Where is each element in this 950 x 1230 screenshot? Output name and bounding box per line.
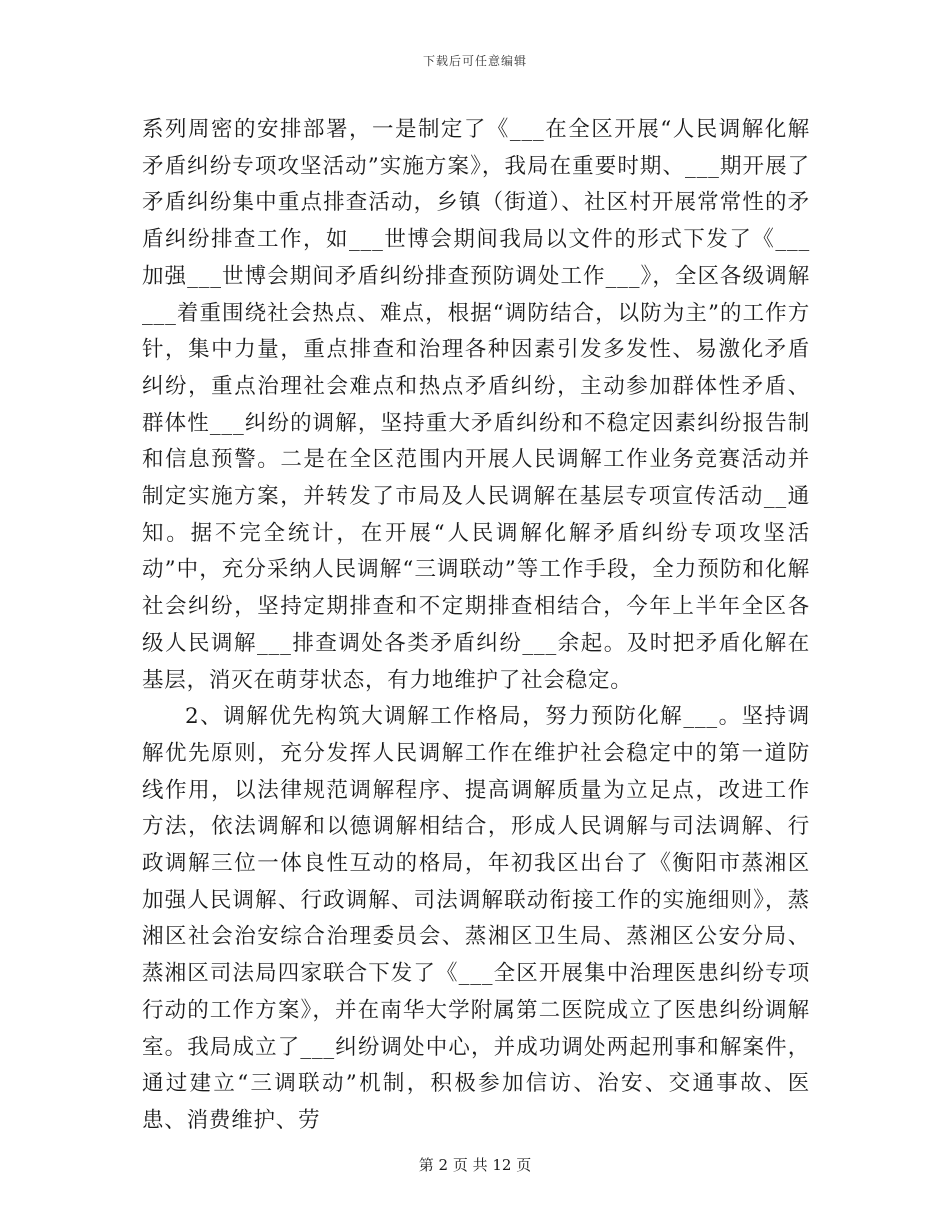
page-header: 下载后可任意编辑 — [422, 54, 527, 68]
page-number-footer: 第 2 页 共 12 页 — [418, 1156, 532, 1174]
body-paragraph-1: 系列周密的安排部署，一是制定了《___在全区开展“人民调解化解矛盾纠纷专项攻坚活动”实施方案》，我局在重要时期、___期开展了矛盾纠纷集中重点排查活动，乡镇（街道）、社区村开展常常性的矛盾纠纷排查工作，如___世博会期间我局以文件的形式下发了《___加强___世博会期间矛盾纠纷排查预防调处工作___》，全区各级调解___着重围绕社会热点、难点，根据“调防结合，以防为主”的工作方针，集中力量，重点排查和治理各种因素引发多发性、易激化矛盾纠纷，重点治理社会难点和热点矛盾纠纷，主动参加群体性矛盾、群体性___纠纷的调解，坚持重大矛盾纠纷和不稳定因素纠纷报告制和信息预警。二是在全区范围内开展人民调解工作业务竞赛活动并制定实施方案，并转发了市局及人民调解在基层专项宣传活动__通知。据不完全统计，在开展“人民调解化解矛盾纠纷专项攻坚活动”中，充分采纳人民调解“三调联动”等工作手段，全力预防和化解社会纠纷，坚持定期排查和不定期排查相结合，今年上半年全区各级人民调解___排查调处各类矛盾纠纷___余起。及时把矛盾化解在基层，消灭在萌芽状态，有力地维护了社会稳定。 — [142, 117, 810, 693]
document-body — [142, 112, 810, 1140]
body-paragraph-2: 2、调解优先构筑大调解工作格局，努力预防化解___。坚持调解优先原则，充分发挥人民调解工作在维护社会稳定中的第一道防线作用，以法律规范调解程序、提高调解质量为立足点，改进工作方法，依法调解和以德调解相结合，形成人民调解与司法调解、行政调解三位一体良性互动的格局，年初我区出台了《衡阳市蒸湘区加强人民调解、行政调解、司法调解联动衔接工作的实施细则》，蒸湘区社会治安综合治理委员会、蒸湘区卫生局、蒸湘区公安分局、蒸湘区司法局四家联合下发了《___全区开展集中治理医患纠纷专项行动的工作方案》，并在南华大学附属第二医院成立了医患纠纷调解室。我局成立了___纠纷调处中心，并成功调处两起刑事和解案件，通过建立“三调联动”机制，积极参加信访、治安、交通事故、医患、消费维护、劳 — [142, 704, 810, 1133]
